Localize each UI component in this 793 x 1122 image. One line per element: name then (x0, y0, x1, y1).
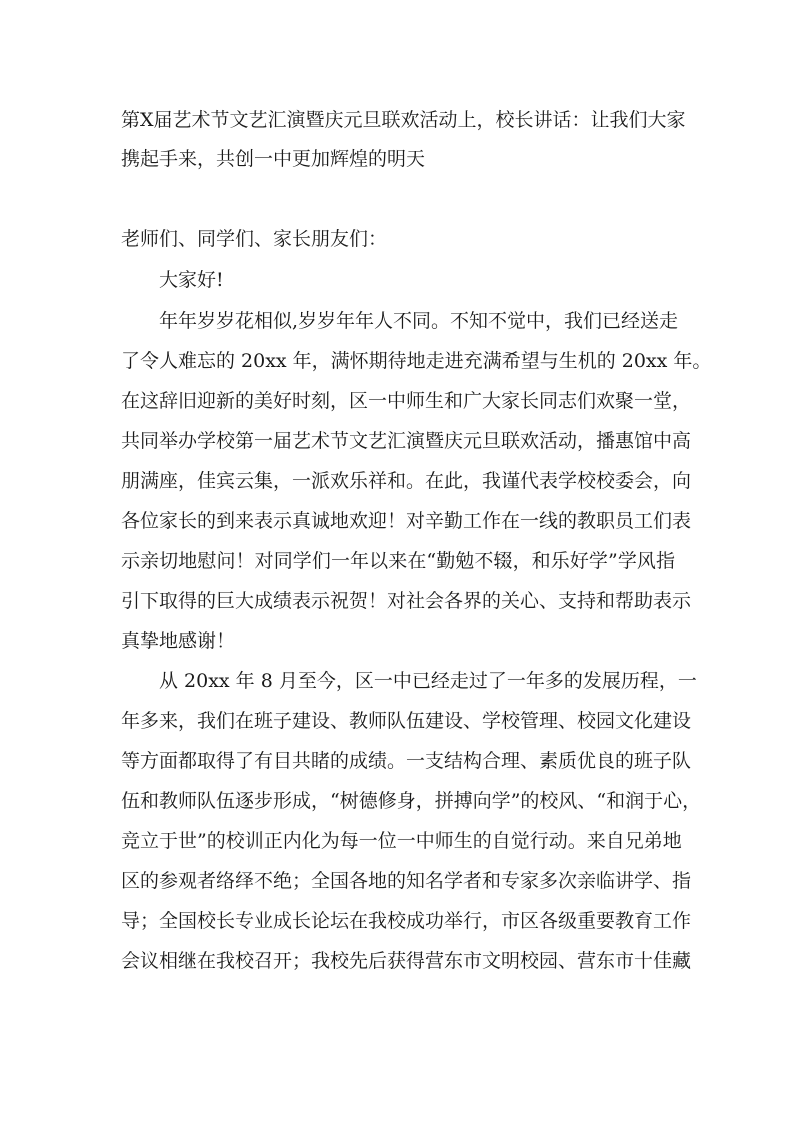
paragraph-2-line-5: 竞立于世”的校训正内化为每一位一中师生的自觉行动。来自兄弟地 (121, 830, 682, 852)
paragraph-1-line-4: 共同举办学校第一届艺术节文艺汇演暨庆元旦联欢活动，播惠馆中高 (121, 430, 692, 452)
paragraph-1-line-6: 各位家长的到来表示真诚地欢迎！对辛勤工作在一线的教职员工们表 (121, 510, 692, 532)
paragraph-2-line-4: 伍和教师队伍逐步形成，“树德修身，拼搏向学”的校风、“和润于心， (121, 790, 702, 812)
paragraph-1-line-7: 示亲切地慰问！对同学们一年以来在“勤勉不辍，和乐好学”学风指 (121, 550, 675, 572)
greeting: 大家好! (159, 269, 224, 291)
paragraph-2-line-7: 导；全国校长专业成长论坛在我校成功举行，市区各级重要教育工作 (121, 910, 692, 932)
paragraph-2-line-1: 从 20xx 年 8 月至今，区一中已经走过了一年多的发展历程，一 (159, 670, 697, 692)
document-title-line-1: 第X届艺术节文艺汇演暨庆元旦联欢活动上，校长讲话：让我们大家 (121, 109, 686, 131)
paragraph-1-line-8: 引下取得的巨大成绩表示祝贺！对社会各界的关心、支持和帮助表示 (121, 590, 692, 612)
document-title-line-2: 携起手来，共创一中更加辉煌的明天 (121, 148, 426, 170)
paragraph-2-line-3: 等方面都取得了有目共睹的成绩。一支结构合理、素质优良的班子队 (121, 750, 692, 772)
salutation: 老师们、同学们、家长朋友们： (121, 228, 388, 250)
paragraph-1-line-2: 了令人难忘的 20xx 年，满怀期待地走进充满希望与生机的 20xx 年。 (121, 350, 712, 372)
paragraph-2-line-2: 年多来，我们在班子建设、教师队伍建设、学校管理、校园文化建设 (121, 710, 692, 732)
paragraph-1-line-3: 在这辞旧迎新的美好时刻，区一中师生和广大家长同志们欢聚一堂， (121, 390, 692, 412)
paragraph-1-line-1: 年年岁岁花相似,岁岁年年人不同。不知不觉中，我们已经送走 (159, 310, 679, 332)
paragraph-1-line-9: 真挚地感谢！ (121, 630, 236, 652)
paragraph-2-line-6: 区的参观者络绎不绝；全国各地的知名学者和专家多次亲临讲学、指 (121, 870, 692, 892)
paragraph-1-line-5: 朋满座，佳宾云集，一派欢乐祥和。在此，我谨代表学校校委会，向 (121, 470, 692, 492)
paragraph-2-line-8: 会议相继在我校召开；我校先后获得营东市文明校园、营东市十佳藏 (121, 950, 692, 972)
